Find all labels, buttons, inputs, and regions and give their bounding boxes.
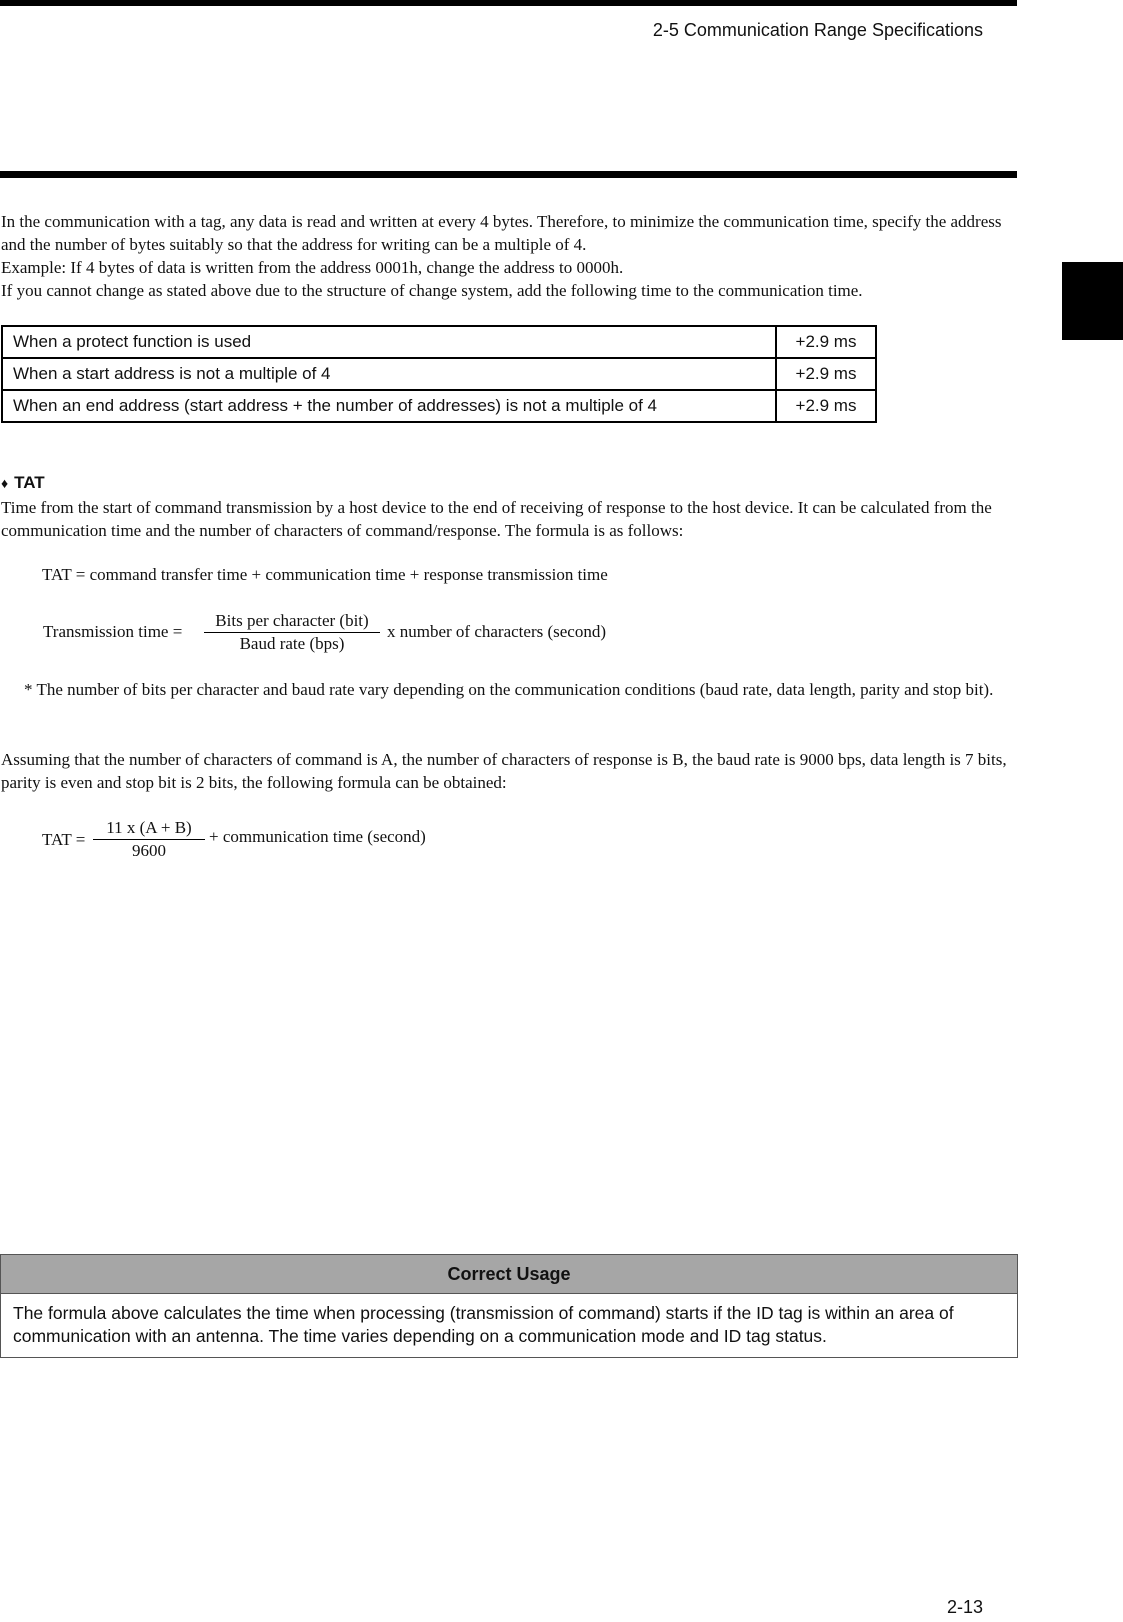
condition-cell: When a protect function is used (2, 326, 776, 358)
intro-paragraph (1, 210, 1018, 302)
transmission-time-label: Transmission time = (43, 622, 183, 641)
intro-line-1: In the communication with a tag, any data is read and written at every 4 bytes. Therefore, to minimize the communication time, specify the address and the number of bytes suitably so that the address for writing can be a multiple of 4. (1, 212, 1002, 254)
time-cell: +2.9 ms (776, 390, 876, 422)
tat-final-fraction (93, 818, 205, 861)
tat-description: Time from the start of command transmission by a host device to the end of receiving of response to the host device. It can be calculated from the communication time and the number of characters of command/response. The formula is as follows: (1, 498, 992, 540)
header-rule-bottom (0, 171, 1017, 178)
fraction-numerator: 11 x (A + B) (93, 818, 205, 840)
intro-line-3: If you cannot change as stated above due to the structure of change system, add the following time to the communication time. (1, 281, 863, 300)
correct-usage-text: The formula above calculates the time when processing (transmission of command) starts if the ID tag is within an area of communication with an antenna. The time varies depending on a communication mode and ID tag status. (13, 1303, 954, 1346)
tat-formula: TAT = command transfer time + communication time + response transmission time (42, 565, 608, 584)
tat-final-label: TAT = (42, 830, 86, 849)
correct-usage-box (0, 1254, 1018, 1358)
condition-cell: When a start address is not a multiple of 4 (2, 358, 776, 390)
page-header-title: 2-5 Communication Range Specifications (652, 20, 983, 40)
time-cell: +2.9 ms (776, 358, 876, 390)
fraction-denominator: 9600 (132, 841, 166, 860)
header-rule-top (0, 0, 1017, 6)
diamond-bullet-icon: ♦ (1, 475, 9, 491)
page-number: 2-13 (946, 1597, 983, 1617)
assumption-paragraph: Assuming that the number of characters of command is A, the number of characters of response is B, the baud rate is 9000 bps, data length is 7 bits, parity is even and stop bit is 2 bits, the following formula can be obtained: (1, 750, 1007, 792)
chapter-tab-marker (1062, 262, 1123, 340)
fraction-denominator: Baud rate (bps) (239, 634, 345, 653)
bits-baud-note: * The number of bits per character and baud rate vary depending on the communication conditions (baud rate, data length, parity and stop bit). (24, 680, 994, 699)
fraction-numerator: Bits per character (bit) (204, 611, 380, 633)
tat-heading-label: TAT (14, 473, 45, 492)
transmission-time-fraction (204, 611, 380, 654)
table-row (2, 326, 876, 358)
intro-line-2: Example: If 4 bytes of data is written from the address 0001h, change the address to 0000h. (1, 258, 624, 277)
tat-heading (1, 473, 45, 493)
transmission-time-suffix: x number of characters (second) (387, 622, 607, 641)
additional-time-table (1, 325, 877, 423)
table-row (2, 390, 876, 422)
time-cell: +2.9 ms (776, 326, 876, 358)
condition-cell: When an end address (start address + the number of addresses) is not a multiple of 4 (2, 390, 776, 422)
tat-final-suffix: + communication time (second) (209, 827, 426, 846)
table-row (2, 358, 876, 390)
correct-usage-title: Correct Usage (1, 1255, 1017, 1294)
